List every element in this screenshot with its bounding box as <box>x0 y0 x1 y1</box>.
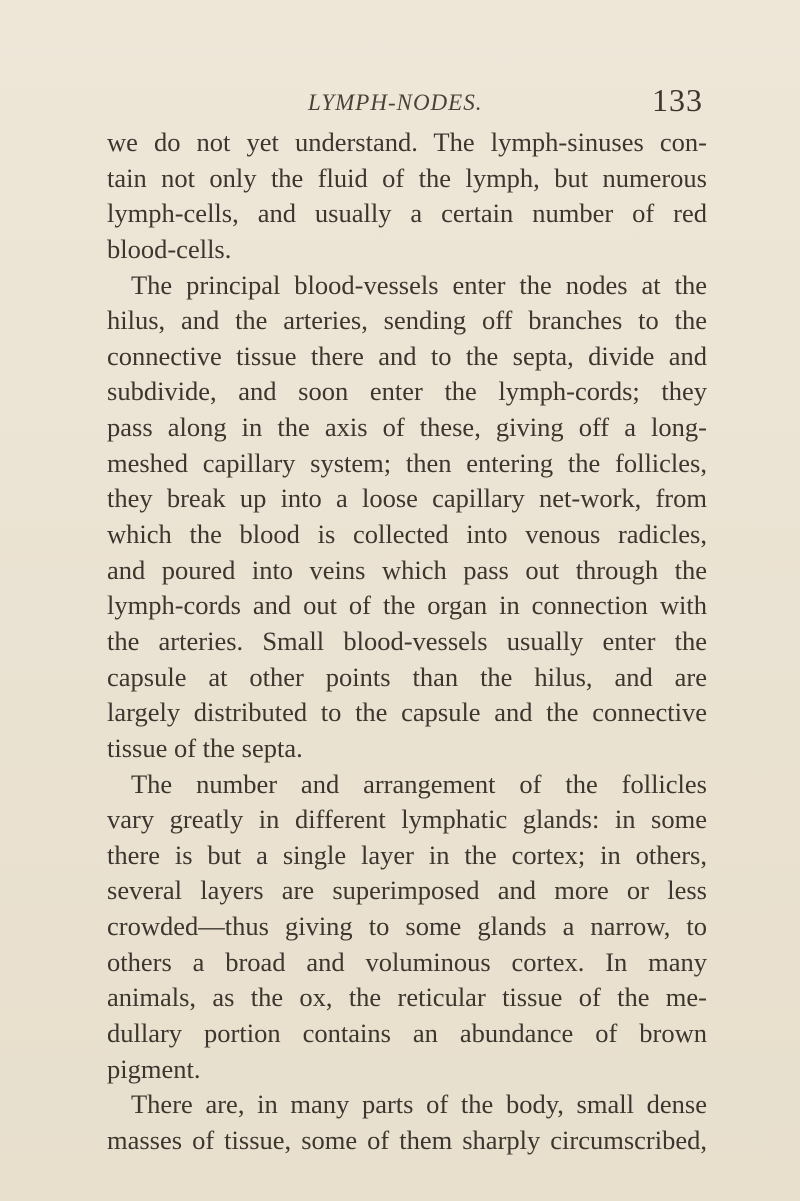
text-line: several layers are superimposed and more or less <box>107 875 707 906</box>
text-line: the arteries. Small blood-vessels usually enter the <box>107 625 707 656</box>
text-line: capsule at other points than the hilus, and are <box>107 661 707 692</box>
text-line: blood-cells. <box>107 233 232 264</box>
text-line: subdivide, and soon enter the lymph-cords; they <box>107 376 707 407</box>
text-line: lymph-cells, and usually a certain number of red <box>107 198 707 229</box>
text-line: we do not yet understand. The lymph-sinuses con- <box>107 127 707 157</box>
page-number: 133 <box>652 82 703 118</box>
text-line: connective tissue there and to the septa, divide and <box>107 340 707 371</box>
page-header <box>0 76 800 126</box>
text-line: tissue of the septa. <box>107 732 303 763</box>
text-line: masses of tissue, some of them sharply circumscribed, <box>107 1124 707 1155</box>
text-line: which the blood is collected into venous radicles, <box>107 519 707 550</box>
text-line: hilus, and the arteries, sending off branches to the <box>107 305 707 336</box>
text-line: others a broad and voluminous cortex. In many <box>107 946 707 977</box>
text-line: they break up into a loose capillary net-work, from <box>107 483 707 514</box>
text-line: pigment. <box>107 1053 201 1084</box>
text-line: There are, in many parts of the body, small dense <box>131 1089 707 1120</box>
text-line: and poured into veins which pass out through the <box>107 554 707 585</box>
text-line: vary greatly in different lymphatic glands: in some <box>107 804 707 835</box>
text-line: The principal blood-vessels enter the nodes at the <box>131 269 707 300</box>
text-line: meshed capillary system; then entering the follicles, <box>107 447 707 478</box>
text-line: crowded—thus giving to some glands a narrow, to <box>107 911 707 942</box>
text-line: largely distributed to the capsule and the connective <box>107 697 707 728</box>
text-line: dullary portion contains an abundance of brown <box>107 1018 707 1049</box>
text-line: there is but a single layer in the cortex; in others, <box>107 839 707 870</box>
text-line: lymph-cords and out of the organ in connection with <box>107 590 707 621</box>
body-text <box>107 125 707 1159</box>
text-line: The number and arrangement of the follicles <box>131 768 707 799</box>
text-line: pass along in the axis of these, giving off a long- <box>107 412 707 443</box>
text-line: tain not only the fluid of the lymph, but numerous <box>107 162 707 193</box>
running-head: LYMPH-NODES. <box>308 90 483 115</box>
text-line: animals, as the ox, the reticular tissue of the me- <box>107 982 707 1013</box>
